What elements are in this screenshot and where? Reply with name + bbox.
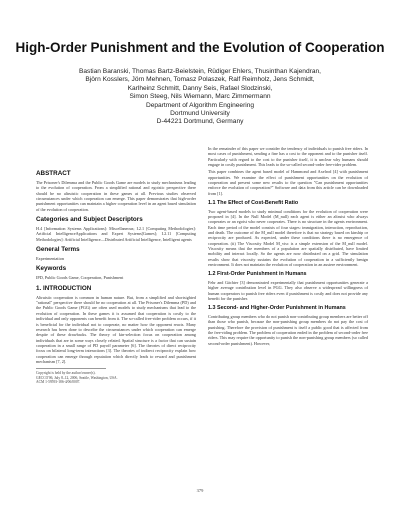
copyright-footnote: [36, 368, 118, 385]
section-1-3-text: Contributing group members who do not punish non-contributing group members are better off than those who punish, because the non-punishing group members do not pay the cost of punishing. Therefore the provision of punishment is itself a public good that is affected from the free-riding problem. The problem of cooperation ended in the problem of second-order free riders. This may require the opportunity to punish the non-punishing group members (so called second-order punishment). However,: [208, 314, 368, 346]
page-number: 379: [196, 488, 204, 493]
keywords-heading: Keywords: [36, 265, 67, 273]
section-1-1-text: Two agent-based models to study minimal conditions for the evolution of cooperation were proposed in [4]. In the Null Model (M_null) each agent is either an altruist who always cooperates or an egoist who never cooperates. There is no structure in the agents environment. Each time period of the model consists of four stages: immigration, interaction, reproduction, and death. The outcome of the M_null model therefore is that no strategy based on kinship or reciprocity are produced. As expected, under these conditions there is no emergence of cooperation. (ii) The Viscosity Model M_visc is a simple extension of the M_null model. Viscosity means that the members of a population are spatially distributed, have limited mobility and interact locally. So the agents are now distributed on a grid. The simulation results show that viscosity sustains the evolution of cooperation in a sufficiently benign environment. It does not maintain the evolution of cooperation in an austere environment.: [208, 208, 368, 268]
right-column: [208, 146, 368, 348]
footnote-line: ACM 1-59593-186-4/06/0007.: [36, 380, 81, 385]
affiliation-line: D-44221 Dortmund, Germany: [156, 118, 244, 126]
author-block: [40, 68, 360, 127]
section-1-2-text: Fehr and Gächter [3] demonstrated experimentally that punishment opportunities generate a higher average contribution level in PGG. They also observe a widespread willingness of human cooperators to punish free riders even if punishment is costly and does not provide any benefit for the punisher.: [208, 280, 368, 302]
section-1-3-heading: 1.3 Second- and Higher-Order Punishment in Humans: [208, 305, 346, 312]
author-line: Björn Kosslers, Jörn Mehnen, Tomasz Polaszek, Ralf Reimholz, Jens Schmidt,: [85, 76, 315, 84]
general-terms-text: Experimentation: [36, 256, 64, 262]
author-line: Karlheinz Schmitt, Danny Seis, Rafael Slodzinski,: [127, 84, 273, 92]
footnote-line: Copyright is held by the author/owner(s).: [36, 371, 96, 376]
footnote-line: GECCO'06, July 8–12, 2006, Seattle, Washington, USA.: [36, 375, 118, 380]
introduction-heading: 1. INTRODUCTION: [36, 284, 92, 292]
author-line: Bastian Baranski, Thomas Bartz-Beielstein, Rüdiger Ehlers, Thusinthan Kajendran,: [78, 68, 322, 75]
abstract-heading: ABSTRACT: [36, 170, 71, 177]
introduction-text: Altruistic cooperation is common in human nature. But, from a simplified and shortsighted "rational" perspective there should be no cooperation at all. The Prisoner's Dilemma (PD) and the Public Goods Game (PGG) are often used models to study mechanisms that lead to the evolution of cooperation. In these games it is assumed that cooperation is costly to the individual and only opponents can benefit from it. The so-called free-rider problem occurs, if it is beneficial for the individual not to cooperate, no matter how the opponent reacts. Many research has been done to describe the circumstances under which cooperation can emerge despite of these drawbacks. The theory of kin-selection focus on cooperation among individuals that are in some ways closely related. Spatial structure is a factor that can sustain cooperation in a small range of PD payoff parameter [6]. The theories of direct reciprocity focus on bilateral long-term interactions [3]. The theories of indirect reciprocity explain how cooperation can emerge through reputation which directly leads to reward and punishment mechanism [7, 2].: [36, 294, 196, 364]
categories-heading: Categories and Subject Descriptors: [36, 216, 143, 224]
body-paragraph: In the remainder of this paper we consider the tendency of individuals to punish free riders. In most cases of punishment, sending a fine has a cost to the opponent and to the punisher itself. Particularly with regard to the cost to the punisher itself, it is unclear why humans should engage in costly punishment. This leads to the so-called second-order free-rider problem.: [208, 146, 368, 168]
general-terms-heading: General Terms: [36, 246, 80, 254]
paper-title: High-Order Punishment and the Evolution of Cooperation: [15, 40, 385, 55]
keywords-text: IPD, Public Goods Game, Cooperation, Punishment: [36, 275, 124, 281]
abstract-text: The Prisoner's Dilemma and the Public Goods Game are models to study mechanisms leading to the evolution of cooperation. From a simplified rational and egoistic perspective there should be no altruistic cooperation in these games at all. Previous studies observed circumstances under which cooperation can emerge. This paper demonstrates that high-order punishment opportunities can maintain a higher cooperation level in an agent based simulation of the evolution of cooperation.: [36, 180, 196, 212]
categories-text: H.4 [Information Systems Applications]: Miscellaneous; I.2.1 [Computing Methodologies]: Artificial IntelligenceApplications and Expert Systems[Games]; I.2.11 [Computing Methodologies]: Artificial Intelligence—Distributed Artificial Intelligence, Intelligent agents: [36, 226, 196, 242]
section-1-2-heading: 1.2 First-Order Punishment in Humans: [208, 271, 307, 278]
affiliation-line: Department of Algorithm Engineering: [145, 101, 255, 109]
body-paragraph: This paper combines the agent based model of Hammond and Axelrod [4] with punishment opportunities. We examine the effect of punishment opportunities on the evolution of cooperation and present some new results to the question "Can punishment opportunities enforce the evolution of cooperation?" Software and data from this article can be downloaded from [1].: [208, 169, 368, 196]
section-1-1-heading: 1.1 The Effect of Cost-Benefit Ratio: [208, 200, 299, 207]
author-line: Simon Steeg, Nils Wiemann, Marc Zimmermann: [129, 93, 271, 101]
left-column: [36, 166, 196, 384]
affiliation-line: Dortmund University: [170, 110, 230, 118]
